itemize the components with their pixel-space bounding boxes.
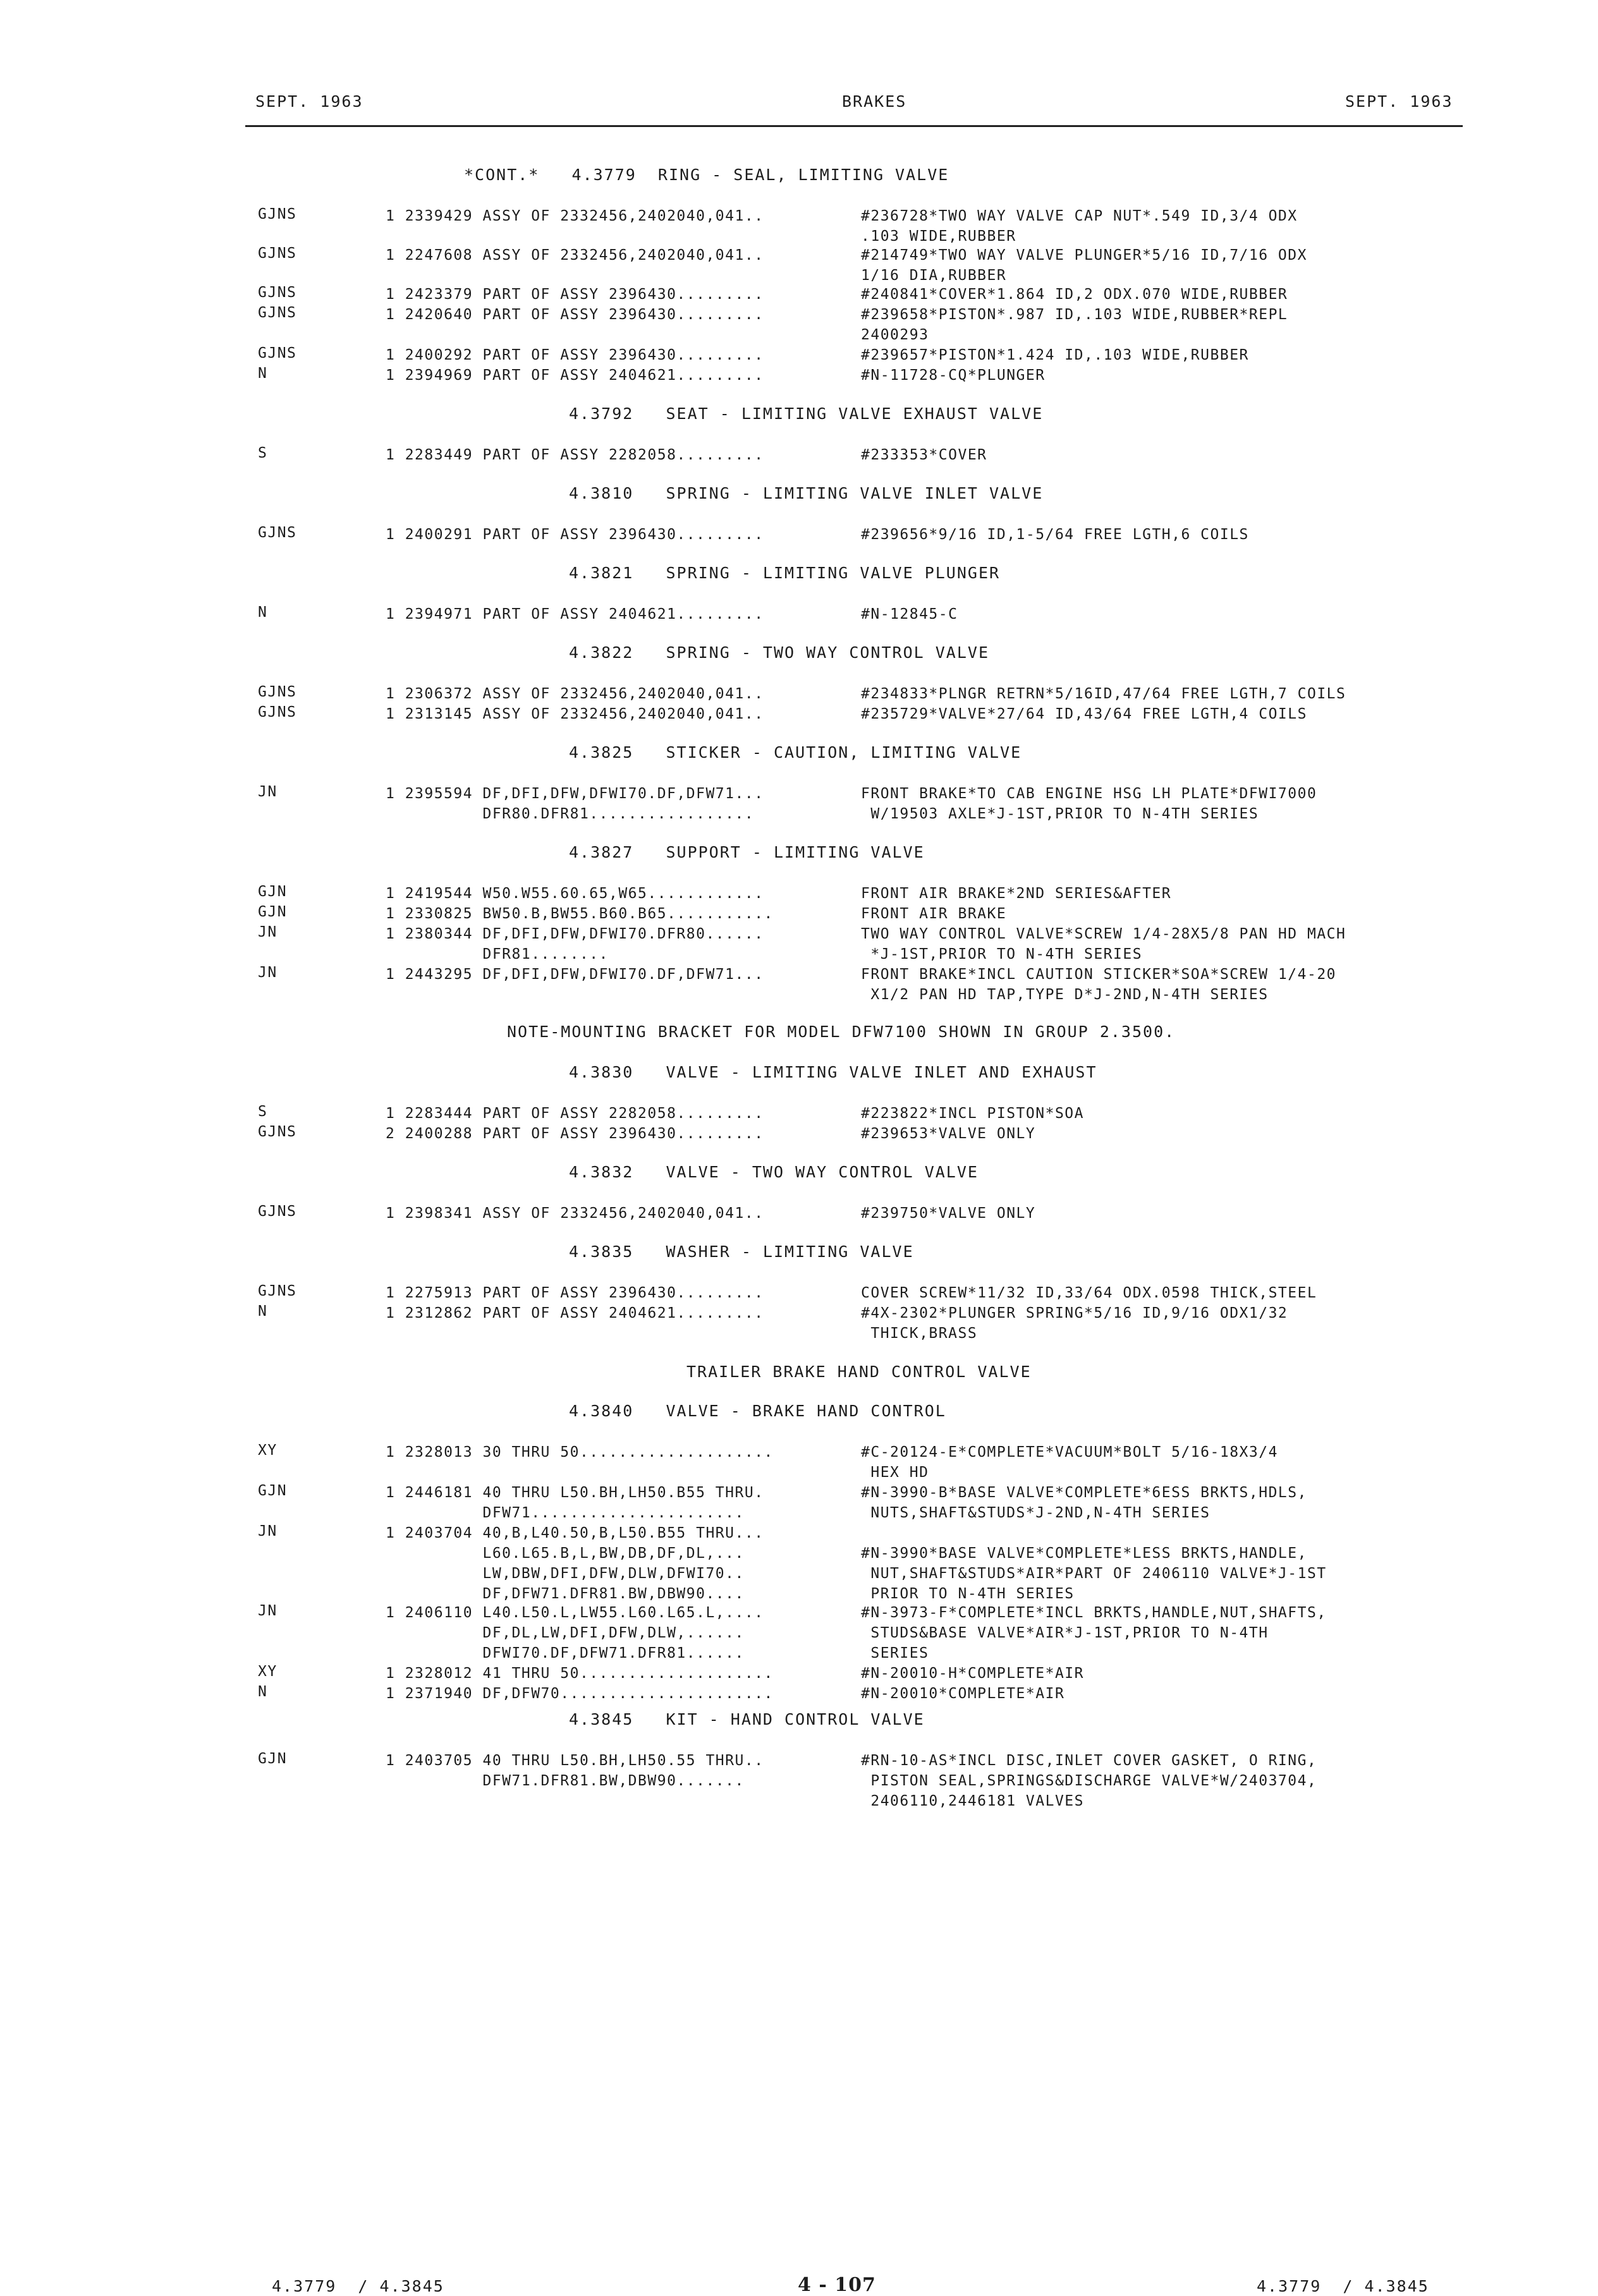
- part-description-line: *J-1ST,PRIOR TO N-4TH SERIES: [861, 946, 1143, 963]
- group-title: TRAILER BRAKE HAND CONTROL VALVE: [686, 1363, 1032, 1381]
- part-description-line: NUT,SHAFT&STUDS*AIR*PART OF 2406110 VALVE*J-1ST: [861, 1565, 1327, 1582]
- model-code: GJNS: [258, 1124, 297, 1140]
- section-heading: *CONT.* 4.3779 RING - SEAL, LIMITING VALVE: [464, 166, 949, 184]
- model-code: JN: [258, 784, 278, 800]
- part-entry-line: 1 2380344 DF,DFI,DFW,DFWI70.DFR80......: [386, 926, 764, 942]
- model-code: N: [258, 1303, 268, 1320]
- part-description-line: #4X-2302*PLUNGER SPRING*5/16 ID,9/16 ODX1/32: [861, 1305, 1288, 1321]
- part-description-line: COVER SCREW*11/32 ID,33/64 ODX.0598 THICK,STEEL: [861, 1285, 1317, 1301]
- part-entry-line: DFW71......................: [386, 1505, 745, 1521]
- section-heading: 4.3810 SPRING - LIMITING VALVE INLET VALVE: [569, 484, 1044, 502]
- part-description-line: #223822*INCL PISTON*SOA: [861, 1105, 1084, 1122]
- page-number: 4 - 107: [798, 2274, 876, 2296]
- part-description-line: 1/16 DIA,RUBBER: [861, 267, 1007, 284]
- part-entry-line: DFR81........: [386, 946, 609, 963]
- part-entry-line: 1 2400292 PART OF ASSY 2396430.........: [386, 347, 764, 363]
- section-heading: 4.3822 SPRING - TWO WAY CONTROL VALVE: [569, 643, 989, 662]
- part-description-line: #239658*PISTON*.987 ID,.103 WIDE,RUBBER*REPL: [861, 307, 1288, 323]
- section-heading: 4.3845 KIT - HAND CONTROL VALVE: [569, 1710, 925, 1728]
- part-entry-line: 1 2403705 40 THRU L50.BH,LH50.55 THRU..: [386, 1752, 764, 1769]
- part-entry-line: 1 2398341 ASSY OF 2332456,2402040,041..: [386, 1205, 764, 1222]
- section-heading: 4.3835 WASHER - LIMITING VALVE: [569, 1242, 914, 1261]
- model-code: GJNS: [258, 345, 297, 361]
- part-entry-line: 1 2423379 PART OF ASSY 2396430.........: [386, 286, 764, 303]
- section-heading: 4.3825 STICKER - CAUTION, LIMITING VALVE: [569, 743, 1022, 762]
- part-description-line: #235729*VALVE*27/64 ID,43/64 FREE LGTH,4 COILS: [861, 706, 1307, 722]
- model-code: GJNS: [258, 245, 297, 262]
- model-code: GJNS: [258, 1203, 297, 1220]
- part-entry-line: 1 2395594 DF,DFI,DFW,DFWI70.DF,DFW71...: [386, 786, 764, 802]
- part-description-line: FRONT AIR BRAKE: [861, 906, 1007, 922]
- part-description-line: SERIES: [861, 1645, 929, 1661]
- part-description-line: #N-3973-F*COMPLETE*INCL BRKTS,HANDLE,NUT,SHAFTS,: [861, 1605, 1327, 1621]
- model-code: GJNS: [258, 684, 297, 700]
- part-description-line: #N-3990-B*BASE VALVE*COMPLETE*6ESS BRKTS,HDLS,: [861, 1485, 1307, 1501]
- part-entry-line: DFR80.DFR81.................: [386, 806, 755, 822]
- footer-right-range: 4.3779 / 4.3845: [1257, 2277, 1429, 2295]
- model-code: S: [258, 445, 268, 461]
- section-heading: 4.3792 SEAT - LIMITING VALVE EXHAUST VALVE: [569, 404, 1044, 423]
- part-entry-line: DFW71.DFR81.BW,DBW90.......: [386, 1773, 745, 1789]
- part-description-line: 2406110,2446181 VALVES: [861, 1793, 1084, 1809]
- model-code: GJN: [258, 1751, 288, 1767]
- footer-left-range: 4.3779 / 4.3845: [272, 2277, 444, 2295]
- part-description-line: FRONT BRAKE*INCL CAUTION STICKER*SOA*SCREW 1/4-20: [861, 966, 1337, 983]
- part-description-line: #214749*TWO WAY VALVE PLUNGER*5/16 ID,7/16 ODX: [861, 247, 1307, 264]
- model-code: N: [258, 365, 268, 382]
- model-code: GJNS: [258, 305, 297, 321]
- section-heading: 4.3827 SUPPORT - LIMITING VALVE: [569, 843, 925, 861]
- part-entry-line: L60.L65.B,L,BW,DB,DF,DL,...: [386, 1545, 745, 1562]
- header-rule: [245, 125, 1463, 127]
- model-code: N: [258, 604, 268, 621]
- part-entry-line: 1 2328013 30 THRU 50....................: [386, 1444, 774, 1461]
- section-heading: 4.3830 VALVE - LIMITING VALVE INLET AND EXHAUST: [569, 1063, 1097, 1081]
- part-description-line: HEX HD: [861, 1464, 929, 1481]
- model-code: JN: [258, 1603, 278, 1619]
- model-code: S: [258, 1103, 268, 1120]
- part-entry-line: 1 2313145 ASSY OF 2332456,2402040,041..: [386, 706, 764, 722]
- part-description-line: #239750*VALVE ONLY: [861, 1205, 1036, 1222]
- part-entry-line: 1 2406110 L40.L50.L,LW55.L60.L65.L,....: [386, 1605, 764, 1621]
- part-entry-line: 1 2400291 PART OF ASSY 2396430.........: [386, 526, 764, 543]
- part-description-line: FRONT AIR BRAKE*2ND SERIES&AFTER: [861, 885, 1172, 902]
- part-description-line: X1/2 PAN HD TAP,TYPE D*J-2ND,N-4TH SERIES: [861, 987, 1269, 1003]
- part-description-line: #233353*COVER: [861, 447, 987, 463]
- part-description-line: #234833*PLNGR RETRN*5/16ID,47/64 FREE LGTH,7 COILS: [861, 686, 1346, 702]
- model-code: GJNS: [258, 1283, 297, 1299]
- part-description-line: FRONT BRAKE*TO CAB ENGINE HSG LH PLATE*DFWI7000: [861, 786, 1317, 802]
- part-entry-line: DF,DFW71.DFR81.BW,DBW90....: [386, 1586, 745, 1602]
- model-code: GJN: [258, 884, 288, 900]
- part-description-line: #C-20124-E*COMPLETE*VACUUM*BOLT 5/16-18X3/4: [861, 1444, 1278, 1461]
- part-description-line: #236728*TWO WAY VALVE CAP NUT*.549 ID,3/4 ODX: [861, 208, 1298, 224]
- part-description-line: #239656*9/16 ID,1-5/64 FREE LGTH,6 COILS: [861, 526, 1249, 543]
- part-entry-line: 1 2419544 W50.W55.60.65,W65............: [386, 885, 764, 902]
- part-entry-line: LW,DBW,DFI,DFW,DLW,DFWI70..: [386, 1565, 745, 1582]
- model-code: GJNS: [258, 525, 297, 541]
- part-description-line: PISTON SEAL,SPRINGS&DISCHARGE VALVE*W/2403704,: [861, 1773, 1317, 1789]
- part-description-line: W/19503 AXLE*J-1ST,PRIOR TO N-4TH SERIES: [861, 806, 1259, 822]
- header-title: BRAKES: [842, 92, 907, 111]
- model-code: XY: [258, 1663, 278, 1680]
- section-heading: 4.3821 SPRING - LIMITING VALVE PLUNGER: [569, 564, 1001, 582]
- part-entry-line: 1 2328012 41 THRU 50....................: [386, 1665, 774, 1682]
- part-entry-line: 1 2275913 PART OF ASSY 2396430.........: [386, 1285, 764, 1301]
- header-left-date: SEPT. 1963: [255, 92, 363, 111]
- part-entry-line: 1 2394971 PART OF ASSY 2404621.........: [386, 606, 764, 623]
- part-entry-line: 1 2371940 DF,DFW70......................: [386, 1686, 774, 1702]
- part-description-line: THICK,BRASS: [861, 1325, 978, 1342]
- part-description-line: #N-11728-CQ*PLUNGER: [861, 367, 1046, 384]
- part-entry-line: DFWI70.DF,DFW71.DFR81......: [386, 1645, 745, 1661]
- note-text: NOTE-MOUNTING BRACKET FOR MODEL DFW7100 SHOWN IN GROUP 2.3500.: [507, 1023, 1176, 1041]
- part-description-line: #239653*VALVE ONLY: [861, 1126, 1036, 1142]
- part-entry-line: 1 2283444 PART OF ASSY 2282058.........: [386, 1105, 764, 1122]
- part-entry-line: 1 2306372 ASSY OF 2332456,2402040,041..: [386, 686, 764, 702]
- part-description-line: #N-20010-H*COMPLETE*AIR: [861, 1665, 1084, 1682]
- part-entry-line: 1 2330825 BW50.B,BW55.B60.B65...........: [386, 906, 774, 922]
- part-entry-line: DF,DL,LW,DFI,DFW,DLW,......: [386, 1625, 745, 1641]
- model-code: N: [258, 1684, 268, 1700]
- model-code: GJNS: [258, 704, 297, 720]
- part-entry-line: 1 2247608 ASSY OF 2332456,2402040,041..: [386, 247, 764, 264]
- model-code: GJNS: [258, 206, 297, 222]
- model-code: GJNS: [258, 284, 297, 301]
- section-heading: 4.3840 VALVE - BRAKE HAND CONTROL: [569, 1402, 946, 1420]
- part-description-line: #N-3990*BASE VALVE*COMPLETE*LESS BRKTS,HANDLE,: [861, 1545, 1307, 1562]
- part-entry-line: 1 2446181 40 THRU L50.BH,LH50.B55 THRU.: [386, 1485, 764, 1501]
- part-description-line: NUTS,SHAFT&STUDS*J-2ND,N-4TH SERIES: [861, 1505, 1211, 1521]
- model-code: GJN: [258, 904, 288, 920]
- model-code: GJN: [258, 1483, 288, 1499]
- part-description-line: #RN-10-AS*INCL DISC,INLET COVER GASKET, O RING,: [861, 1752, 1317, 1769]
- part-entry-line: 1 2394969 PART OF ASSY 2404621.........: [386, 367, 764, 384]
- part-description-line: #N-12845-C: [861, 606, 958, 623]
- part-entry-line: 1 2443295 DF,DFI,DFW,DFWI70.DF,DFW71...: [386, 966, 764, 983]
- part-description-line: #240841*COVER*1.864 ID,2 ODX.070 WIDE,RUBBER: [861, 286, 1288, 303]
- model-code: XY: [258, 1442, 278, 1459]
- model-code: JN: [258, 924, 278, 940]
- part-description-line: TWO WAY CONTROL VALVE*SCREW 1/4-28X5/8 PAN HD MACH: [861, 926, 1346, 942]
- header-right-date: SEPT. 1963: [1345, 92, 1453, 111]
- part-entry-line: 1 2283449 PART OF ASSY 2282058.........: [386, 447, 764, 463]
- part-description-line: STUDS&BASE VALVE*AIR*J-1ST,PRIOR TO N-4TH: [861, 1625, 1269, 1641]
- part-entry-line: 1 2403704 40,B,L40.50,B,L50.B55 THRU...: [386, 1525, 764, 1541]
- part-description-line: .103 WIDE,RUBBER: [861, 228, 1016, 245]
- model-code: JN: [258, 964, 278, 981]
- part-entry-line: 1 2312862 PART OF ASSY 2404621.........: [386, 1305, 764, 1321]
- part-description-line: #239657*PISTON*1.424 ID,.103 WIDE,RUBBER: [861, 347, 1249, 363]
- part-description-line: PRIOR TO N-4TH SERIES: [861, 1586, 1075, 1602]
- part-entry-line: 1 2339429 ASSY OF 2332456,2402040,041..: [386, 208, 764, 224]
- part-description-line: #N-20010*COMPLETE*AIR: [861, 1686, 1065, 1702]
- model-code: JN: [258, 1523, 278, 1540]
- part-entry-line: 1 2420640 PART OF ASSY 2396430.........: [386, 307, 764, 323]
- part-entry-line: 2 2400288 PART OF ASSY 2396430.........: [386, 1126, 764, 1142]
- part-description-line: 2400293: [861, 327, 929, 343]
- section-heading: 4.3832 VALVE - TWO WAY CONTROL VALVE: [569, 1163, 979, 1181]
